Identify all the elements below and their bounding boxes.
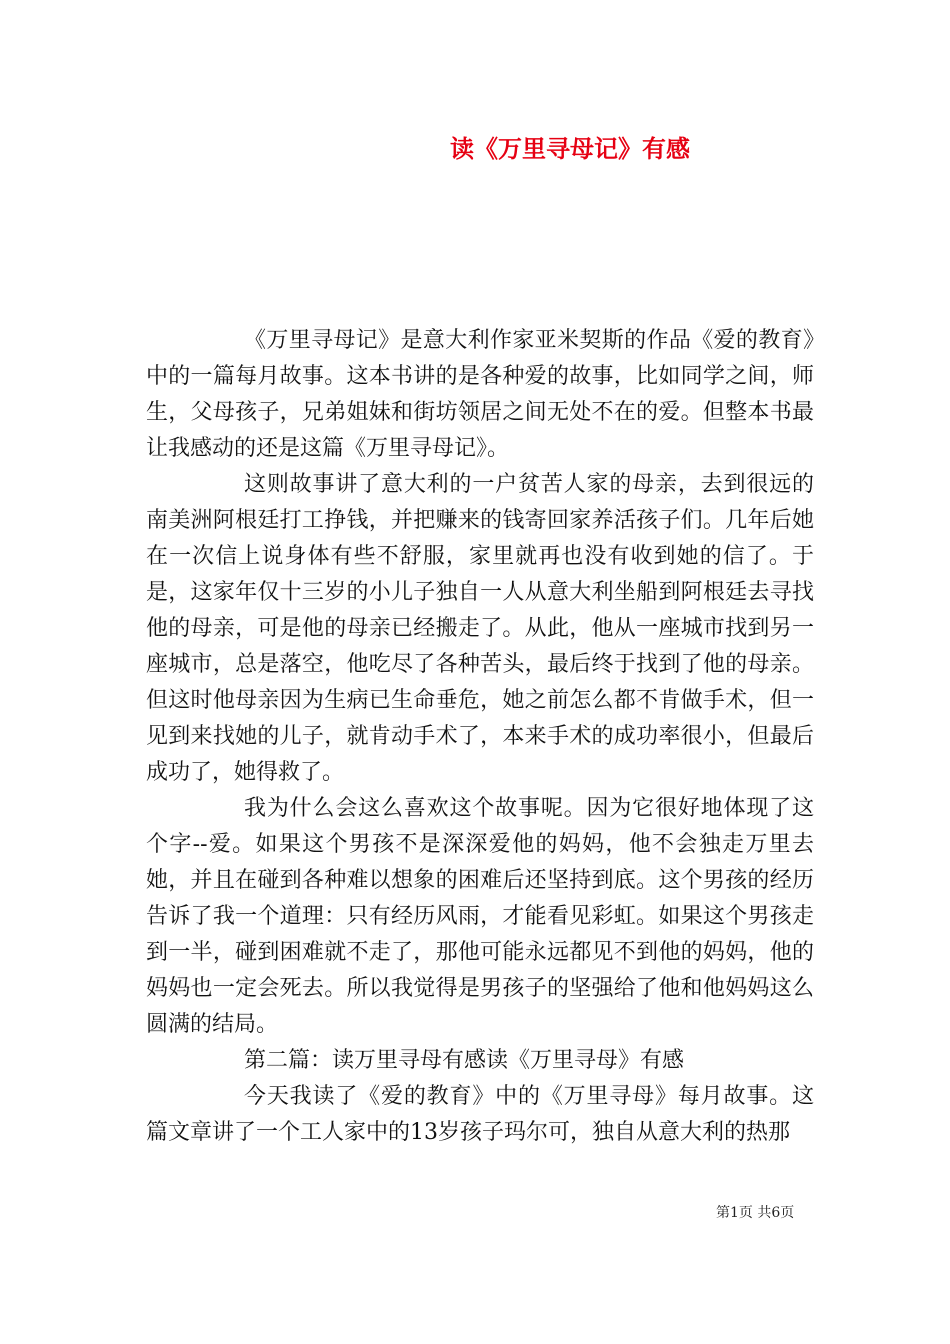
page-number-footer: 第1页 共6页 [716, 1205, 795, 1221]
paragraph-second-article-opening: 今天我读了《爱的教育》中的《万里寻母》每月故事。这篇文章讲了一个工人家中的13岁孩子玛尔可，独自从意大利的热那 [146, 1084, 814, 1145]
paragraph-intro: 《万里寻母记》是意大利作家亚米契斯的作品《爱的教育》中的一篇每月故事。这本书讲的是各种爱的故事，比如同学之间，师生，父母孩子，兄弟姐妹和街坊领居之间无处不在的爱。但整本书最让我感动的还是这篇《万里寻母记》。 [146, 328, 814, 461]
paragraph-reflection: 我为什么会这么喜欢这个故事呢。因为它很好地体现了这个字--爱。如果这个男孩不是深深爱他的妈妈，他不会独走万里去她，并且在碰到各种难以想象的困难后还坚持到底。这个男孩的经历告诉了我一个道理：只有经历风雨，才能看见彩虹。如果这个男孩走到一半，碰到困难就不走了，那他可能永远都见不到他的妈妈，他的妈妈也一定会死去。所以我觉得是男孩子的坚强给了他和他妈妈这么圆满的结局。 [146, 796, 814, 1037]
document-title: 读《万里寻母记》有感 [450, 134, 690, 163]
paragraph-story-summary: 这则故事讲了意大利的一户贫苦人家的母亲，去到很远的南美洲阿根廷打工挣钱，并把赚来的钱寄回家养活孩子们。几年后她在一次信上说身体有些不舒服，家里就再也没有收到她的信了。于是，这家年仅十三岁的小儿子独自一人从意大利坐船到阿根廷去寻找他的母亲，可是他的母亲已经搬走了。从此，他从一座城市找到另一座城市，总是落空，他吃尽了各种苦头，最后终于找到了他的母亲。但这时他母亲因为生病已生命垂危，她之前怎么都不肯做手术，但一见到来找她的儿子，就肯动手术了，本来手术的成功率很小，但最后成功了，她得救了。 [146, 472, 814, 785]
section-heading-second-article: 第二篇：读万里寻母有感读《万里寻母》有感 [244, 1048, 685, 1073]
document-body [146, 323, 814, 1151]
